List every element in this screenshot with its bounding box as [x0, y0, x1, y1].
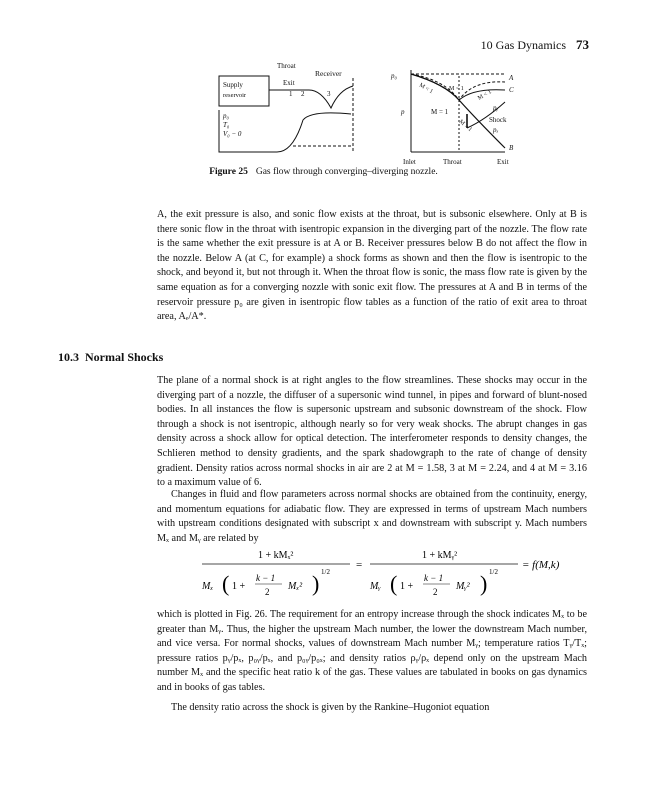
- eq-equals: =: [356, 559, 363, 571]
- label-m-greater: M > 1: [457, 118, 473, 133]
- label-p-axis: p: [401, 108, 405, 116]
- eq-paren-open-right: (: [390, 571, 398, 596]
- label-m-less-3: M < 1: [477, 89, 493, 102]
- page-number: 73: [576, 37, 589, 52]
- eq-one-plus-right: 1 +: [400, 581, 414, 592]
- pressure-plot: [411, 70, 505, 152]
- figure-caption-label: Figure 25: [209, 167, 248, 177]
- eq-kfrac-num-right: k − 1: [424, 573, 444, 583]
- paragraph-5: The density ratio across the shock is given by the Rankine–Hugoniot equation: [171, 702, 490, 713]
- section-heading: [58, 350, 163, 365]
- mach-relation-equation: [200, 544, 600, 604]
- label-throat-2: Throat: [443, 158, 462, 166]
- label-T0: T₀: [223, 121, 230, 129]
- eq-half-right: 1/2: [489, 568, 498, 576]
- paragraph-3: Changes in fluid and flow parameters across normal shocks are obtained from the continuity, energy, and momentum equations for adiabatic flow. They are expressed in terms of upstream Mach numbers with upstream conditions designated with subscript x and downstream with subscript y. Mach numbers Mₓ and Mᵧ are related by: [157, 489, 587, 544]
- eq-denominator-right-m: Mᵧ: [370, 581, 381, 592]
- label-B: B: [509, 144, 514, 152]
- label-station-3: 3: [327, 90, 331, 98]
- label-supply: Supply: [223, 81, 243, 89]
- label-V0: V₀ − 0: [223, 130, 242, 138]
- label-throat: Throat: [277, 62, 296, 70]
- paragraph-4: which is plotted in Fig. 26. The requirement for an entropy increase through the shock indicates Mₓ to be greater than Mᵧ. Thus, the higher the upstream Mach number, the lower the downstream Mach number, and vice versa. For normal shocks, values of downstream Mach number Mᵧ; temperature ratios Tᵧ/Tₓ; pressure ratios pᵧ/pₓ, p₀ᵧ/pₓ, and p₀ᵧ/p₀ₓ; and density ratios ρᵧ/ρₓ depend only on the upstream Mach number Mₓ and the specific heat ratio k of the gas. These values are tabulated in books on gas dynamics and in books of gas tables.: [157, 609, 587, 693]
- paragraph-1: A, the exit pressure is also, and sonic flow exists at the throat, but is subsonic elsewhere. Only at B is there sonic flow in the throat with isentropic expansion in the diverging part of the nozzle. The flow rate is the same whether the exit pressure is at A or B. Receiver pressures below B do not affect the flow in the nozzle. Below A (at C, for example) a shock forms as shown and then the flow is isentropic to the shock, and beyond it, but not through it. When the throat flow is sonic, the mass flow rate is given by the same equation as for a converging nozzle with sonic exit flow. The pressures at A and B in terms of the reservoir pressure p₀ are given in isentropic flow tables as a function of the ratio of exit area to throat area, Aₑ/A*.: [157, 209, 587, 323]
- label-p0-axis: p₀: [391, 72, 397, 80]
- label-p0: p₀: [223, 112, 229, 120]
- label-m-one: M = 1: [431, 108, 449, 116]
- chapter-title: 10 Gas Dynamics: [480, 38, 566, 52]
- page-header: [481, 37, 589, 53]
- label-exit-2: Exit: [497, 158, 509, 166]
- eq-kfrac-num-left: k − 1: [256, 573, 276, 583]
- figure-caption: [0, 167, 647, 177]
- label-station-1: 1: [289, 90, 293, 98]
- eq-paren-close-right: ): [480, 571, 488, 596]
- eq-half-left: 1/2: [321, 568, 330, 576]
- label-m-less: M < 1: [418, 82, 434, 96]
- section-number: 10.3: [58, 350, 79, 364]
- label-px: pₓ: [493, 126, 499, 134]
- label-py: pᵧ: [493, 104, 499, 112]
- eq-my2: Mᵧ²: [456, 581, 470, 592]
- figure-caption-text: Gas flow through converging–diverging nozzle.: [255, 167, 438, 177]
- figure-nozzle-diagram: [205, 60, 535, 168]
- label-shock: Shock: [489, 116, 507, 124]
- eq-one-plus-left: 1 +: [232, 581, 246, 592]
- eq-paren-close-left: ): [312, 571, 320, 596]
- eq-mx2: Mₓ²: [288, 581, 303, 592]
- eq-kfrac-den-left: 2: [265, 587, 270, 597]
- label-A: A: [509, 74, 514, 82]
- eq-kfrac-den-right: 2: [433, 587, 438, 597]
- label-C: C: [509, 86, 514, 94]
- eq-numerator-left: 1 + kMₓ²: [258, 550, 294, 561]
- label-reservoir: reservoir: [223, 92, 247, 99]
- label-exit: Exit: [283, 79, 295, 87]
- paragraph-2: The plane of a normal shock is at right angles to the flow streamlines. These shocks may occur in the diverging part of a nozzle, the diffuser of a supersonic wind tunnel, in pipes and forward of blunt-nosed bodies. In all instances the flow is supersonic upstream and subsonic downstream of the shock. Flow through a shock is not isentropic, although nearly so for very weak shocks. The abrupt changes in gas density across a shock allow for optical detection. The interferometer responds to density changes, the Schlieren method to density gradients, and the spark shadowgraph to the rate of change of density gradient. Density ratios across normal shocks in air are 2 at M = 1.58, 3 at M = 2.24, and 4 at M = 3.16 to a maximum value of 6.: [157, 375, 587, 489]
- eq-denominator-left-m: Mₓ: [202, 581, 214, 592]
- eq-numerator-right: 1 + kMᵧ²: [422, 550, 458, 561]
- section-title: Normal Shocks: [85, 350, 164, 364]
- label-receiver: Receiver: [315, 69, 342, 78]
- eq-paren-open-left: (: [222, 571, 230, 596]
- label-inlet: Inlet: [403, 158, 416, 166]
- label-m-less-2: M < 1: [449, 86, 464, 92]
- label-station-2: 2: [301, 90, 305, 98]
- eq-result: = f(M,k): [522, 559, 560, 571]
